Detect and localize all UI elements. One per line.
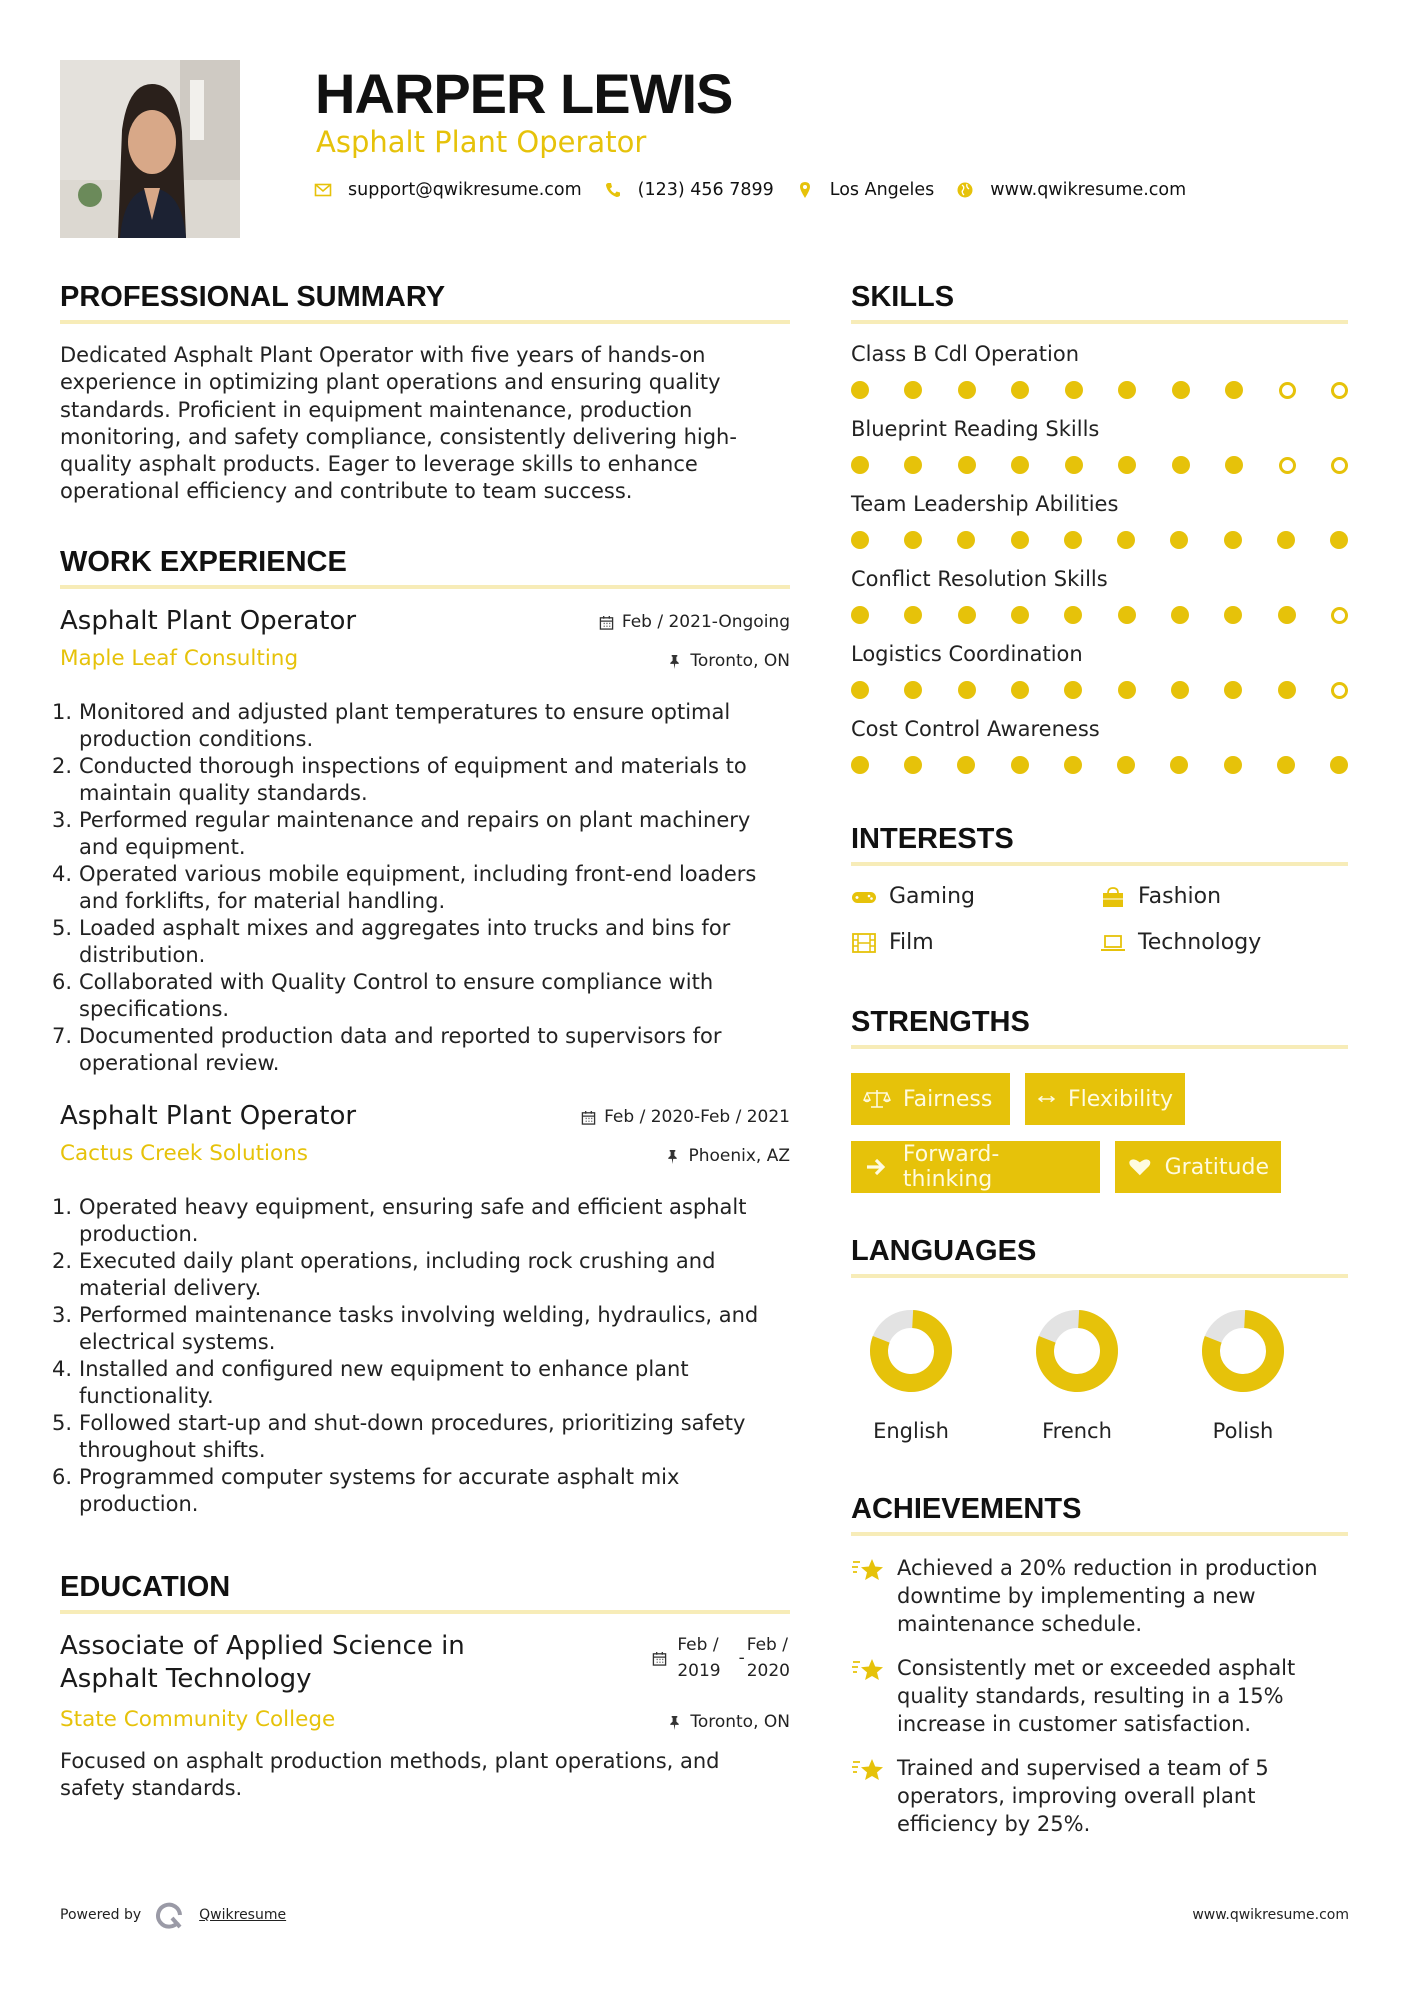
pushpin-icon (667, 654, 682, 669)
degree-line-1: Associate of Applied Science in (60, 1631, 465, 1661)
skill-name: Conflict Resolution Skills (851, 567, 1108, 591)
strength-badge-gratitude (1115, 1141, 1281, 1193)
skill-dot-filled (1170, 531, 1188, 549)
strength-label: Forward-thinking (902, 1142, 1000, 1192)
contact-website-text: www.qwikresume.com (990, 180, 1187, 200)
skill-dot-filled (904, 531, 922, 549)
skill-dot-filled (958, 606, 976, 624)
qwikresume-link[interactable]: Qwikresume (199, 1907, 287, 1923)
skill-name: Team Leadership Abilities (851, 492, 1119, 516)
interest-label: Gaming (889, 884, 975, 909)
language-ring (1034, 1308, 1120, 1394)
job-bullet: 3. Performed maintenance tasks involving welding, hydraulics, and electrical systems. (52, 1303, 759, 1354)
gamepad-icon (851, 886, 877, 908)
job-location (667, 650, 790, 672)
skill-dot-filled (1011, 681, 1029, 699)
strength-badge-flexibility (1025, 1073, 1185, 1125)
skill-dot-filled (1224, 531, 1242, 549)
skill-rating (851, 680, 1348, 700)
job-title: Asphalt Plant Operator (60, 1101, 357, 1131)
contact-row (314, 178, 1208, 202)
strengths-heading: STRENGTHS (851, 1006, 1030, 1038)
skill-dot-filled (1064, 756, 1082, 774)
skill-item (851, 490, 1348, 565)
summary-text: Dedicated Asphalt Plant Operator with five years of hands-on experience in optimizing plant operations and ensuring quality standards. Proficient in equipment maintenance, production monitoring, and safety compliance, consistently delivering high-quality asphalt products. Eager to leverage skills to enhance operational efficiency and contribute to team success. (60, 343, 737, 504)
skill-item (851, 415, 1348, 490)
summary-heading: PROFESSIONAL SUMMARY (60, 281, 446, 313)
education-divider (60, 1610, 790, 1614)
pushpin-icon (667, 1715, 682, 1730)
contact-email-text: support@qwikresume.com (348, 180, 582, 200)
skill-rating (851, 755, 1348, 775)
experience-heading: WORK EXPERIENCE (60, 546, 347, 578)
job-bullet: 6. Collaborated with Quality Control to ensure compliance with specifications. (52, 970, 714, 1021)
achievement-text: Consistently met or exceeded asphalt quality standards, resulting in a 15% increase in customer satisfaction. (897, 1656, 1296, 1736)
skill-dot-filled (1011, 531, 1029, 549)
school-name: State Community College (60, 1707, 336, 1732)
skills-divider (851, 320, 1348, 324)
interests-heading: INTERESTS (851, 823, 1014, 855)
interest-item-technology (1100, 929, 1261, 957)
education-heading: EDUCATION (60, 1571, 231, 1603)
skill-dot-filled (851, 456, 869, 474)
envelope-icon (314, 181, 332, 199)
job-bullets (52, 1194, 790, 1518)
arrow-right-icon (863, 1156, 891, 1178)
skill-dot-filled (851, 756, 869, 774)
interest-item-gaming (851, 883, 975, 911)
job-title: Asphalt Plant Operator (60, 606, 357, 636)
calendar-icon (599, 615, 614, 630)
skill-dot-filled (1065, 381, 1083, 399)
strengths-divider (851, 1045, 1348, 1049)
language-label: French (1042, 1419, 1112, 1443)
experience-divider (60, 585, 790, 589)
skill-dot-filled (1330, 531, 1348, 549)
skill-dot-filled (904, 756, 922, 774)
shopping-bag-icon (1100, 886, 1126, 908)
achievement-item (851, 1654, 1351, 1738)
skill-dot-filled (1278, 606, 1296, 624)
star-icon (851, 1756, 885, 1786)
qwikresume-logo-icon (155, 1900, 185, 1930)
job-bullet: 7. Documented production data and reported to supervisors for operational review. (52, 1024, 722, 1075)
achievement-item (851, 1554, 1351, 1638)
map-pin-icon (796, 181, 814, 199)
job-location-text: Phoenix, AZ (688, 1146, 790, 1166)
skill-dot-filled (904, 456, 922, 474)
job-dates-text: Feb / 2020-Feb / 2021 (604, 1107, 790, 1127)
skill-rating (851, 455, 1348, 475)
skill-dot-filled (1118, 381, 1136, 399)
skill-dot-filled (1064, 531, 1082, 549)
arrows-horizontal-icon (1037, 1088, 1056, 1110)
job-bullet: 5. Loaded asphalt mixes and aggregates into trucks and bins for distribution. (52, 916, 731, 967)
skills-list (851, 340, 1348, 790)
interests-divider (851, 862, 1348, 866)
degree-line-2: Asphalt Technology (60, 1664, 312, 1694)
star-icon (851, 1556, 885, 1586)
job-bullet: 4. Installed and configured new equipment to enhance plant functionality. (52, 1357, 689, 1408)
achievement-text: Trained and supervised a team of 5 operators, improving overall plant efficiency by 25%. (897, 1756, 1269, 1836)
contact-location (796, 178, 935, 202)
language-ring (868, 1308, 954, 1394)
calendar-icon (581, 1110, 596, 1125)
skill-dot-filled (1065, 456, 1083, 474)
skill-dot-filled (1064, 681, 1082, 699)
skill-name: Cost Control Awareness (851, 717, 1100, 741)
languages-divider (851, 1274, 1348, 1278)
job-bullet: 3. Performed regular maintenance and repairs on plant machinery and equipment. (52, 808, 751, 859)
education-location-text: Toronto, ON (690, 1712, 790, 1732)
skill-dot-filled (1278, 681, 1296, 699)
skill-name: Logistics Coordination (851, 642, 1083, 666)
skill-dot-empty (1331, 457, 1348, 474)
laptop-icon (1100, 932, 1126, 954)
job-bullet: 2. Conducted thorough inspections of equipment and materials to maintain quality standards. (52, 754, 747, 805)
skill-dot-filled (1172, 381, 1190, 399)
skill-dot-filled (1224, 756, 1242, 774)
interest-label: Film (889, 930, 934, 955)
skill-dot-filled (1011, 756, 1029, 774)
contact-website[interactable] (956, 178, 1186, 202)
strength-label: Gratitude (1164, 1154, 1269, 1180)
profile-photo (60, 60, 240, 238)
skill-dot-filled (958, 381, 976, 399)
skill-dot-filled (1118, 681, 1136, 699)
skill-dot-empty (1331, 382, 1348, 399)
powered-by-label: Powered by (60, 1907, 142, 1923)
skill-dot-filled (1277, 531, 1295, 549)
language-ring (1200, 1308, 1286, 1394)
job-bullet: 1. Monitored and adjusted plant temperatures to ensure optimal production conditions. (52, 700, 731, 751)
skill-dot-filled (1011, 381, 1029, 399)
skill-dot-filled (851, 681, 869, 699)
job-entry (52, 1100, 790, 1518)
job-bullet: 5. Followed start-up and shut-down procedures, prioritizing safety throughout shifts. (52, 1411, 746, 1462)
phone-icon (604, 181, 622, 199)
interest-label: Fashion (1138, 884, 1222, 909)
skill-dot-filled (851, 381, 869, 399)
skill-rating (851, 605, 1348, 625)
skill-name: Class B Cdl Operation (851, 342, 1080, 366)
skill-dot-filled (1224, 681, 1242, 699)
skill-dot-filled (1117, 531, 1135, 549)
job-location (665, 1145, 790, 1167)
skill-item (851, 340, 1348, 415)
skill-item (851, 565, 1348, 640)
star-icon (851, 1656, 885, 1686)
footer-powered-by (60, 1900, 286, 1930)
summary-divider (60, 320, 790, 324)
skill-dot-filled (904, 381, 922, 399)
education-date-separator: - (738, 1648, 745, 1668)
skill-dot-filled (1118, 456, 1136, 474)
skill-dot-empty (1331, 607, 1348, 624)
candidate-name: HARPER LEWIS (315, 62, 733, 125)
language-label: Polish (1212, 1419, 1274, 1443)
degree-title (60, 1630, 465, 1696)
heart-icon (1127, 1156, 1153, 1178)
film-icon (851, 932, 877, 954)
interest-item-fashion (1100, 883, 1221, 911)
interest-label: Technology (1138, 930, 1262, 955)
skill-name: Blueprint Reading Skills (851, 417, 1100, 441)
contact-email[interactable] (314, 178, 582, 202)
skill-dot-filled (1118, 606, 1136, 624)
job-location-text: Toronto, ON (690, 651, 790, 671)
skill-dot-empty (1331, 682, 1348, 699)
skill-dot-filled (1225, 456, 1243, 474)
skill-dot-filled (1011, 456, 1029, 474)
education-start: Feb / 2019 (677, 1635, 721, 1681)
skill-dot-filled (957, 531, 975, 549)
education-dates (652, 1632, 790, 1684)
skill-item (851, 640, 1348, 715)
job-dates-text: Feb / 2021-Ongoing (621, 612, 790, 632)
contact-phone[interactable] (604, 178, 774, 202)
job-bullet: 1. Operated heavy equipment, ensuring safe and efficient asphalt production. (52, 1195, 747, 1246)
languages-heading: LANGUAGES (851, 1235, 1037, 1267)
strength-badge-fairness (851, 1073, 1010, 1125)
globe-icon (956, 181, 974, 199)
achievement-item (851, 1754, 1351, 1838)
calendar-icon (652, 1651, 667, 1666)
job-company: Cactus Creek Solutions (60, 1141, 309, 1166)
job-dates (581, 1106, 790, 1128)
skill-item (851, 715, 1348, 790)
interest-item-film (851, 929, 934, 957)
language-label: English (873, 1419, 949, 1443)
job-bullet: 2. Executed daily plant operations, including rock crushing and material delivery. (52, 1249, 716, 1300)
skill-dot-filled (1117, 756, 1135, 774)
contact-location-text: Los Angeles (829, 180, 935, 200)
job-bullet: 4. Operated various mobile equipment, including front-end loaders and forklifts, for material handling. (52, 862, 757, 913)
strength-badge-forward-thinking (851, 1141, 1100, 1193)
candidate-title: Asphalt Plant Operator (316, 125, 647, 159)
job-bullets (52, 699, 790, 1077)
skill-dot-filled (1064, 606, 1082, 624)
skill-dot-filled (958, 456, 976, 474)
skill-dot-filled (1225, 381, 1243, 399)
skill-dot-filled (851, 606, 869, 624)
contact-phone-text: (123) 456 7899 (637, 180, 774, 200)
achievements-divider (851, 1532, 1348, 1536)
job-bullet: 6. Programmed computer systems for accurate asphalt mix production. (52, 1465, 680, 1516)
skill-dot-filled (904, 606, 922, 624)
achievements-heading: ACHIEVEMENTS (851, 1493, 1082, 1525)
skill-dot-filled (1170, 756, 1188, 774)
education-entry (60, 1630, 790, 1803)
strength-label: Flexibility (1068, 1086, 1173, 1112)
profile-photo-image (60, 60, 240, 238)
language-item-polish (1183, 1308, 1303, 1444)
skills-heading: SKILLS (851, 281, 955, 313)
job-dates (599, 611, 790, 633)
skill-dot-empty (1279, 457, 1296, 474)
skill-dot-filled (1224, 606, 1242, 624)
skill-dot-filled (1172, 456, 1190, 474)
skill-dot-filled (904, 681, 922, 699)
skill-dot-filled (1011, 606, 1029, 624)
education-description: Focused on asphalt production methods, plant operations, and safety standards. (60, 1749, 720, 1801)
skill-dot-filled (1330, 756, 1348, 774)
skill-rating (851, 530, 1348, 550)
language-item-french (1017, 1308, 1137, 1444)
pushpin-icon (665, 1149, 680, 1164)
skill-dot-filled (1277, 756, 1295, 774)
skill-dot-filled (1171, 681, 1189, 699)
education-location (667, 1711, 790, 1733)
strength-label: Fairness (903, 1086, 993, 1112)
balance-scale-icon (863, 1088, 891, 1110)
skill-dot-filled (1171, 606, 1189, 624)
job-entry (52, 605, 790, 1077)
footer-website[interactable]: www.qwikresume.com (1192, 1907, 1349, 1923)
job-company: Maple Leaf Consulting (60, 646, 299, 671)
skill-dot-filled (851, 531, 869, 549)
skill-dot-filled (958, 681, 976, 699)
skill-dot-empty (1279, 382, 1296, 399)
skill-rating (851, 380, 1348, 400)
language-item-english (851, 1308, 971, 1444)
skill-dot-filled (957, 756, 975, 774)
education-end: Feb / 2020 (746, 1635, 790, 1681)
achievement-text: Achieved a 20% reduction in production downtime by implementing a new maintenance schedule. (897, 1556, 1318, 1636)
